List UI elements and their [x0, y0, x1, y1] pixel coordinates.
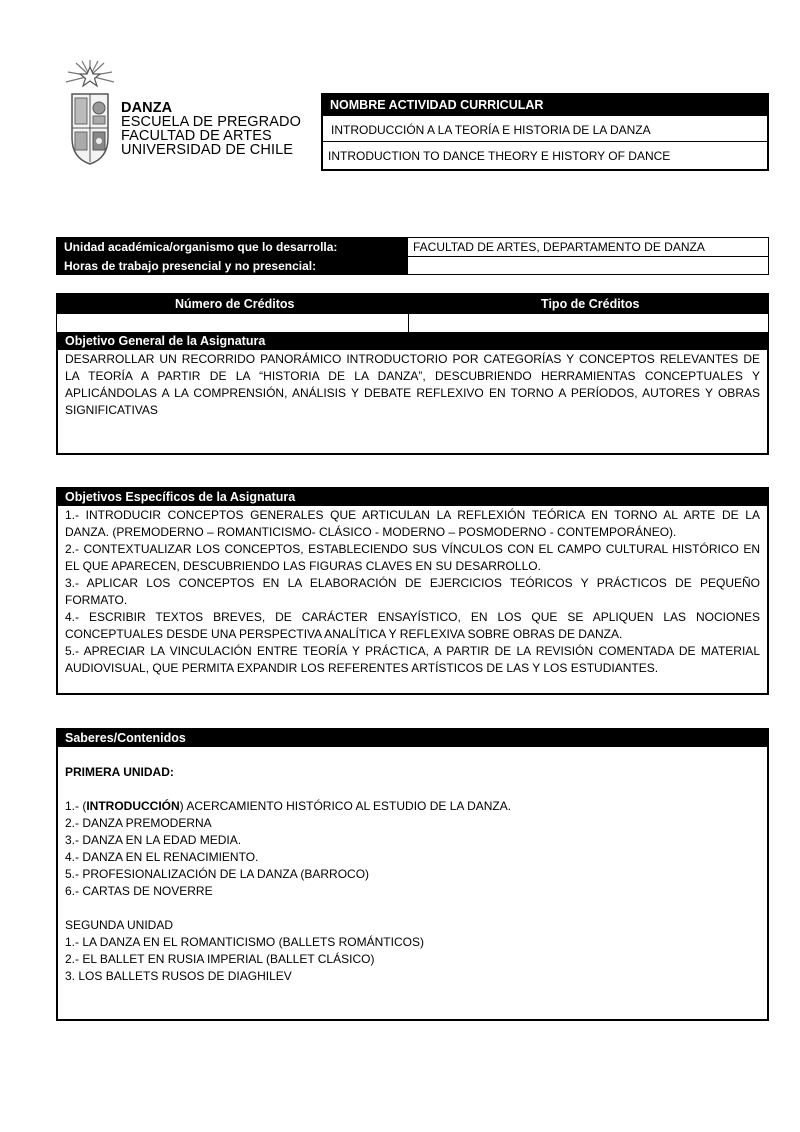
work-hours-label: Horas de trabajo presencial y no presencial:: [57, 257, 407, 275]
logo-line-universidad: UNIVERSIDAD DE CHILE: [121, 142, 294, 158]
specific-objective-item: 3.- APLICAR LOS CONCEPTOS EN LA ELABORACIÓN DE EJERCICIOS TEÓRICOS Y PRÁCTICOS DE PEQUEÑO FORMATO.: [65, 576, 760, 607]
credits-number-header: Número de Créditos: [175, 297, 295, 311]
specific-objectives-list: [58, 506, 767, 677]
credits-header: [57, 294, 768, 314]
general-objective-header: Objetivo General de la Asignatura: [58, 333, 767, 350]
unit1-item1-rest: ) ACERCAMIENTO HISTÓRICO AL ESTUDIO DE LA DANZA.: [179, 799, 512, 813]
unit1-item: 3.- DANZA EN LA EDAD MEDIA.: [65, 833, 242, 847]
contents-body: [58, 747, 767, 985]
curricular-name-es: INTRODUCCIÓN A LA TEORÍA E HISTORIA DE LA DANZA: [323, 116, 767, 142]
specific-objective-item: 1.- INTRODUCIR CONCEPTOS GENERALES QUE ARTICULAN LA REFLEXIÓN TEÓRICA EN TORNO AL ARTE DE LA DANZA. (PREMODERNO – ROMANTICISMO- CLÁSICO - MODERNO – POSMODERNO - CONTEMPORÁNEO).: [65, 508, 760, 539]
unit1-item: 4.- DANZA EN EL RENACIMIENTO.: [65, 850, 259, 864]
specific-objective-item: 4.- ESCRIBIR TEXTOS BREVES, DE CARÁCTER ENSAYÍSTICO, EN LOS QUE SE APLIQUEN LAS NOCIONES CONCEPTUALES DESDE UNA PERSPECTIVA ANALÍTICA Y REFLEXIVA SOBRE OBRAS DE DANZA.: [65, 610, 760, 641]
work-hours-row: [57, 256, 768, 275]
logo-line-escuela: ESCUELA DE PREGRADO: [121, 114, 301, 130]
unit1-item: 5.- PROFESIONALIZACIÓN DE LA DANZA (BARROCO): [65, 867, 370, 881]
work-hours-value: [407, 257, 768, 275]
unit2-item: 2.- EL BALLET EN RUSIA IMPERIAL (BALLET CLÁSICO): [65, 952, 375, 966]
specific-objectives-header: Objetivos Específicos de la Asignatura: [58, 489, 767, 506]
credits-number-cell: [57, 314, 409, 333]
unit2-item: 1.- LA DANZA EN EL ROMANTICISMO (BALLETS ROMÁNTICOS): [65, 935, 424, 949]
specific-objective-item: 5.- APRECIAR LA VINCULACIÓN ENTRE TEORÍA Y PRÁCTICA, A PARTIR DE LA REVISIÓN COMENTADA DE MATERIAL AUDIOVISUAL, QUE PERMITA EXPANDIR LOS REFERENTES ARTÍSTICOS DE LAS Y LOS ESTUDIANTES.: [65, 644, 760, 675]
institution-name: [121, 101, 301, 157]
curricular-name-en: INTRODUCTION TO DANCE THEORY E HISTORY OF DANCE: [328, 149, 671, 163]
unit1-item1-bold: INTRODUCCIÓN: [86, 799, 180, 813]
unit2-title: SEGUNDA UNIDAD: [65, 918, 174, 932]
unit1-item1-prefix: 1.- (: [65, 799, 87, 813]
unit2-item: 3. LOS BALLETS RUSOS DE DIAGHILEV: [65, 969, 292, 983]
unit1-title: PRIMERA UNIDAD:: [65, 765, 174, 779]
specific-objective-item: 2.- CONTEXTUALIZAR LOS CONCEPTOS, ESTABLECIENDO SUS VÍNCULOS CON EL CAMPO CULTURAL HISTÓRICO EN EL QUE APARECEN, DESCUBRIENDO LAS FIGURAS CLAVES EN SU DESARROLLO.: [65, 542, 760, 573]
contents-section: [56, 728, 769, 1021]
contents-header: Saberes/Contenidos: [58, 730, 767, 747]
logo-line-facultad: FACULTAD DE ARTES: [121, 128, 272, 144]
academic-unit-value: FACULTAD DE ARTES, DEPARTAMENTO DE DANZA: [407, 238, 768, 256]
unit1-item: 6.- CARTAS DE NOVERRE: [65, 884, 213, 898]
logo-line-danza: DANZA: [121, 100, 173, 116]
credits-type-header: Tipo de Créditos: [541, 297, 640, 311]
unit1-item: [65, 798, 760, 815]
credits-values-row: [57, 314, 768, 333]
specific-objectives-section: [56, 487, 769, 695]
academic-unit-label: Unidad académica/organismo que lo desarrolla:: [57, 238, 407, 256]
academic-unit-row: [57, 238, 768, 256]
university-emblem-icon: [62, 58, 118, 166]
unit1-item: 2.- DANZA PREMODERNA: [65, 816, 212, 830]
credits-table: [56, 293, 769, 333]
general-objective-section: [56, 333, 769, 455]
academic-unit-table: [56, 237, 769, 275]
curricular-header: NOMBRE ACTIVIDAD CURRICULAR: [323, 95, 767, 116]
general-objective-text: DESARROLLAR UN RECORRIDO PANORÁMICO INTRODUCTORIO POR CATEGORÍAS Y CONCEPTOS RELEVANTES DE LA TEORÍA A PARTIR DE LA “HISTORIA DE LA DANZA”, DESCUBRIENDO HERRAMIENTAS CONCEPTUALES Y APLICÁNDOLAS A LA COMPRENSIÓN, ANÁLISIS Y DEBATE REFLEXIVO EN TORNO A PERÍODOS, AUTORES Y OBRAS SIGNIFICATIVAS: [65, 352, 760, 417]
curricular-activity-box: [321, 93, 769, 171]
